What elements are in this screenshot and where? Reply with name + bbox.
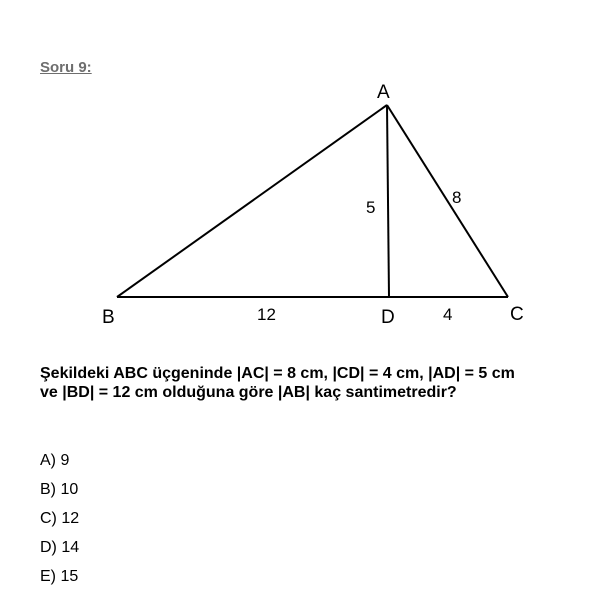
vertex-label-d: D — [381, 307, 395, 328]
option-e[interactable]: E) 15 — [40, 568, 79, 585]
length-label-ac: 8 — [452, 188, 462, 207]
vertex-label-b: B — [102, 307, 115, 328]
segment-ad — [387, 105, 389, 297]
side-ac — [387, 105, 508, 297]
vertex-label-a: A — [377, 82, 390, 103]
length-label-ad: 5 — [366, 198, 376, 217]
side-ab — [117, 105, 387, 297]
option-b[interactable]: B) 10 — [40, 481, 79, 498]
length-label-bd: 12 — [257, 305, 276, 324]
option-d[interactable]: D) 14 — [40, 539, 80, 556]
question-number: Soru 9: — [40, 59, 92, 76]
vertex-label-c: C — [510, 304, 524, 325]
option-c[interactable]: C) 12 — [40, 510, 80, 527]
option-a[interactable]: A) 9 — [40, 452, 70, 469]
question-text: Şekildeki ABC üçgeninde |AC| = 8 cm, |CD| = 4 cm, |AD| = 5 cm ve |BD| = 12 cm olduğuna göre |AB| kaç santimetredir? — [40, 365, 515, 401]
answer-options — [40, 451, 79, 596]
length-label-dc: 4 — [443, 305, 453, 324]
